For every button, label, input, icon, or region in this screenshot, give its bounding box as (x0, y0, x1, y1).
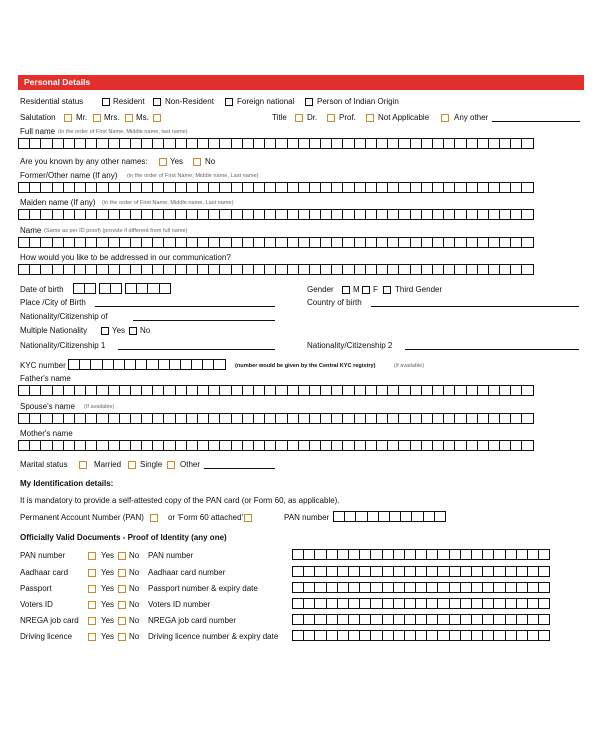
addressed-label: How would you like to be addressed in our communication? (20, 253, 231, 262)
dob-month-boxes[interactable] (99, 283, 121, 294)
known-by-no-label: No (205, 157, 216, 166)
char-box[interactable] (159, 283, 171, 294)
nationality2-field[interactable] (405, 349, 579, 350)
identification-mandatory-text: It is mandatory to provide a self-attested copy of the PAN card (or Form 60, as applicable). (20, 496, 340, 505)
multiple-nationality-yes-label: Yes (112, 326, 126, 335)
doc-field-nrega: NREGA job card number (148, 616, 237, 625)
doc-aadhaar-yes-checkbox[interactable] (88, 569, 96, 577)
doc-passport-yes-checkbox[interactable] (88, 585, 96, 593)
doc-label-voters: Voters ID (20, 600, 53, 609)
doc-label-pan: PAN number (20, 551, 66, 560)
doc-driving-yes-checkbox[interactable] (88, 633, 96, 641)
doc-field-aadhaar: Aadhaar card number (148, 568, 226, 577)
section-title: Personal Details (24, 77, 91, 87)
form60-checkbox[interactable] (244, 514, 252, 522)
pan-label: Permanent Account Number (PAN) (20, 513, 144, 522)
doc-pan-yes-checkbox[interactable] (88, 552, 96, 560)
nationality-label: Nationality/Citizenship of (20, 312, 108, 321)
doc-label-aadhaar: Aadhaar card (20, 568, 69, 577)
salutation-ms-checkbox[interactable] (125, 114, 133, 122)
gender-f-label: F (373, 285, 378, 294)
mother-name-label: Mother's name (20, 429, 73, 438)
doc-pan-no-checkbox[interactable] (118, 552, 126, 560)
doc-passport-boxes[interactable] (292, 582, 549, 593)
char-box[interactable] (538, 549, 550, 560)
multiple-nationality-yes-checkbox[interactable] (101, 327, 109, 335)
char-box[interactable] (521, 385, 533, 396)
former-name-note: (in the order of First Name, Middle name, Last name) (127, 173, 259, 179)
char-box[interactable] (521, 264, 533, 275)
doc-field-passport: Passport number & expiry date (148, 584, 258, 593)
dob-day-boxes[interactable] (73, 283, 95, 294)
non-resident-checkbox[interactable] (153, 98, 161, 106)
doc-nrega-no-label: No (129, 616, 140, 625)
form60-label: or 'Form 60 attached' (168, 513, 244, 522)
title-any-other-label: Any other (454, 113, 489, 122)
title-prof-checkbox[interactable] (327, 114, 335, 122)
doc-pan-boxes[interactable] (292, 549, 549, 560)
father-name-label: Father's name (20, 374, 71, 383)
maiden-name-boxes[interactable] (18, 209, 533, 220)
char-box[interactable] (434, 511, 446, 522)
doc-voters-boxes[interactable] (292, 598, 549, 609)
title-label: Title (272, 113, 287, 122)
pan-checkbox[interactable] (150, 514, 158, 522)
name-label: Name (20, 226, 42, 235)
marital-married-label: Married (94, 460, 122, 469)
gender-third-label: Third Gender (395, 285, 443, 294)
place-of-birth-field[interactable] (95, 306, 275, 307)
full-name-label: Full name (20, 127, 56, 136)
country-of-birth-label: Country of birth (307, 298, 362, 307)
spouse-name-note: (If available) (84, 404, 115, 410)
char-box[interactable] (521, 138, 533, 149)
doc-passport-no-checkbox[interactable] (118, 585, 126, 593)
title-dr-label: Dr. (307, 113, 318, 122)
resident-label: Resident (113, 97, 145, 106)
gender-third-checkbox[interactable] (383, 286, 391, 294)
char-box[interactable] (538, 630, 550, 641)
char-box[interactable] (521, 209, 533, 220)
doc-voters-yes-checkbox[interactable] (88, 601, 96, 609)
doc-pan-no-label: No (129, 551, 140, 560)
salutation-ms-label: Ms. (136, 113, 149, 122)
salutation-mrs-label: Mrs. (104, 113, 120, 122)
doc-label-driving: Driving licence (20, 632, 73, 641)
gender-m-checkbox[interactable] (342, 286, 350, 294)
title-any-other-field[interactable] (492, 121, 580, 122)
kyc-label: KYC number (20, 361, 66, 370)
salutation-mr-label: Mr. (76, 113, 88, 122)
doc-voters-no-checkbox[interactable] (118, 601, 126, 609)
spouse-name-label: Spouse's name (20, 402, 75, 411)
foreign-national-label: Foreign national (237, 97, 295, 106)
title-not-applicable-checkbox[interactable] (366, 114, 374, 122)
doc-nrega-yes-checkbox[interactable] (88, 617, 96, 625)
nationality1-field[interactable] (118, 349, 275, 350)
marital-single-checkbox[interactable] (128, 461, 136, 469)
dob-label: Date of birth (20, 285, 64, 294)
kyc-boxes[interactable] (68, 359, 225, 370)
marital-other-field[interactable] (204, 468, 275, 469)
full-name-boxes[interactable] (18, 138, 533, 149)
salutation-label: Salutation (20, 113, 56, 122)
full-name-note: (in the order of First Name, Middle name, last name) (58, 129, 188, 135)
doc-label-passport: Passport (20, 584, 52, 593)
char-box[interactable] (538, 614, 550, 625)
known-by-label: Are you known by any other names: (20, 157, 148, 166)
gender-m-label: M (353, 285, 360, 294)
doc-driving-no-checkbox[interactable] (118, 633, 126, 641)
char-box[interactable] (521, 413, 533, 424)
marital-status-label: Marital status (20, 460, 68, 469)
name-note: (Same as per ID proof) (provide if different from full name) (44, 228, 188, 234)
doc-aadhaar-boxes[interactable] (292, 566, 549, 577)
doc-passport-no-label: No (129, 584, 140, 593)
person-of-indian-origin-checkbox[interactable] (305, 98, 313, 106)
section-header (18, 75, 584, 90)
doc-nrega-no-checkbox[interactable] (118, 617, 126, 625)
multiple-nationality-label: Multiple Nationality (20, 326, 88, 335)
doc-aadhaar-no-label: No (129, 568, 140, 577)
former-name-label: Former/Other name (If any) (20, 171, 118, 180)
doc-field-pan: PAN number (148, 551, 194, 560)
char-box[interactable] (110, 283, 122, 294)
nationality-field[interactable] (133, 320, 275, 321)
char-box[interactable] (521, 440, 533, 451)
non-resident-label: Non-Resident (165, 97, 214, 106)
resident-checkbox[interactable] (102, 98, 110, 106)
title-dr-checkbox[interactable] (295, 114, 303, 122)
doc-field-driving: Driving licence number & expiry date (148, 632, 279, 641)
doc-nrega-boxes[interactable] (292, 614, 549, 625)
char-box[interactable] (538, 598, 550, 609)
char-box[interactable] (521, 182, 533, 193)
documents-heading: Officially Valid Documents - Proof of Identity (any one) (20, 533, 227, 542)
kyc-note-bold: (number would be given by the Central KYC registry) (235, 363, 376, 369)
title-any-other-checkbox[interactable] (441, 114, 449, 122)
doc-aadhaar-no-checkbox[interactable] (118, 569, 126, 577)
doc-passport-yes-label: Yes (101, 584, 115, 593)
pan-number-boxes[interactable] (333, 511, 445, 522)
char-box[interactable] (521, 237, 533, 248)
nationality2-label: Nationality/Citizenship 2 (307, 341, 393, 350)
person-of-indian-origin-label: Person of Indian Origin (317, 97, 399, 106)
known-by-no-checkbox[interactable] (193, 158, 201, 166)
foreign-national-checkbox[interactable] (225, 98, 233, 106)
multiple-nationality-no-label: No (140, 326, 151, 335)
multiple-nationality-no-checkbox[interactable] (129, 327, 137, 335)
salutation-mrs-checkbox[interactable] (93, 114, 101, 122)
doc-voters-yes-label: Yes (101, 600, 115, 609)
name-boxes[interactable] (18, 237, 533, 248)
doc-driving-no-label: No (129, 632, 140, 641)
maiden-name-note: (in the order of First Name, Middle name, Last name) (102, 200, 234, 206)
spouse-name-boxes[interactable] (18, 413, 533, 424)
doc-driving-boxes[interactable] (292, 630, 549, 641)
doc-pan-yes-label: Yes (101, 551, 115, 560)
char-box[interactable] (538, 566, 550, 577)
pan-number-label: PAN number (284, 513, 330, 522)
gender-f-checkbox[interactable] (362, 286, 370, 294)
place-of-birth-label: Place /City of Birth (20, 298, 86, 307)
known-by-yes-checkbox[interactable] (159, 158, 167, 166)
salutation-mr-checkbox[interactable] (64, 114, 72, 122)
dob-year-boxes[interactable] (125, 283, 170, 294)
doc-voters-no-label: No (129, 600, 140, 609)
country-of-birth-field[interactable] (371, 306, 579, 307)
doc-aadhaar-yes-label: Yes (101, 568, 115, 577)
title-prof-label: Prof. (339, 113, 356, 122)
father-name-boxes[interactable] (18, 385, 533, 396)
doc-field-voters: Voters ID number (148, 600, 211, 609)
marital-other-label: Other (180, 460, 201, 469)
residential-status-label: Residential status (20, 97, 84, 106)
identification-heading: My Identification details: (20, 479, 114, 488)
addressed-boxes[interactable] (18, 264, 533, 275)
maiden-name-label: Maiden name (If any) (20, 198, 96, 207)
char-box[interactable] (538, 582, 550, 593)
doc-driving-yes-label: Yes (101, 632, 115, 641)
kyc-note: (if available) (394, 363, 425, 369)
title-not-applicable-label: Not Applicable (378, 113, 430, 122)
marital-single-label: Single (140, 460, 163, 469)
doc-label-nrega: NREGA job card (20, 616, 79, 625)
char-box[interactable] (84, 283, 96, 294)
doc-nrega-yes-label: Yes (101, 616, 115, 625)
former-name-boxes[interactable] (18, 182, 533, 193)
gender-label: Gender (307, 285, 334, 294)
mother-name-boxes[interactable] (18, 440, 533, 451)
known-by-yes-label: Yes (170, 157, 184, 166)
char-box[interactable] (213, 359, 225, 370)
nationality1-label: Nationality/Citizenship 1 (20, 341, 106, 350)
marital-other-checkbox[interactable] (167, 461, 175, 469)
salutation-extra-checkbox[interactable] (153, 114, 161, 122)
marital-married-checkbox[interactable] (79, 461, 87, 469)
